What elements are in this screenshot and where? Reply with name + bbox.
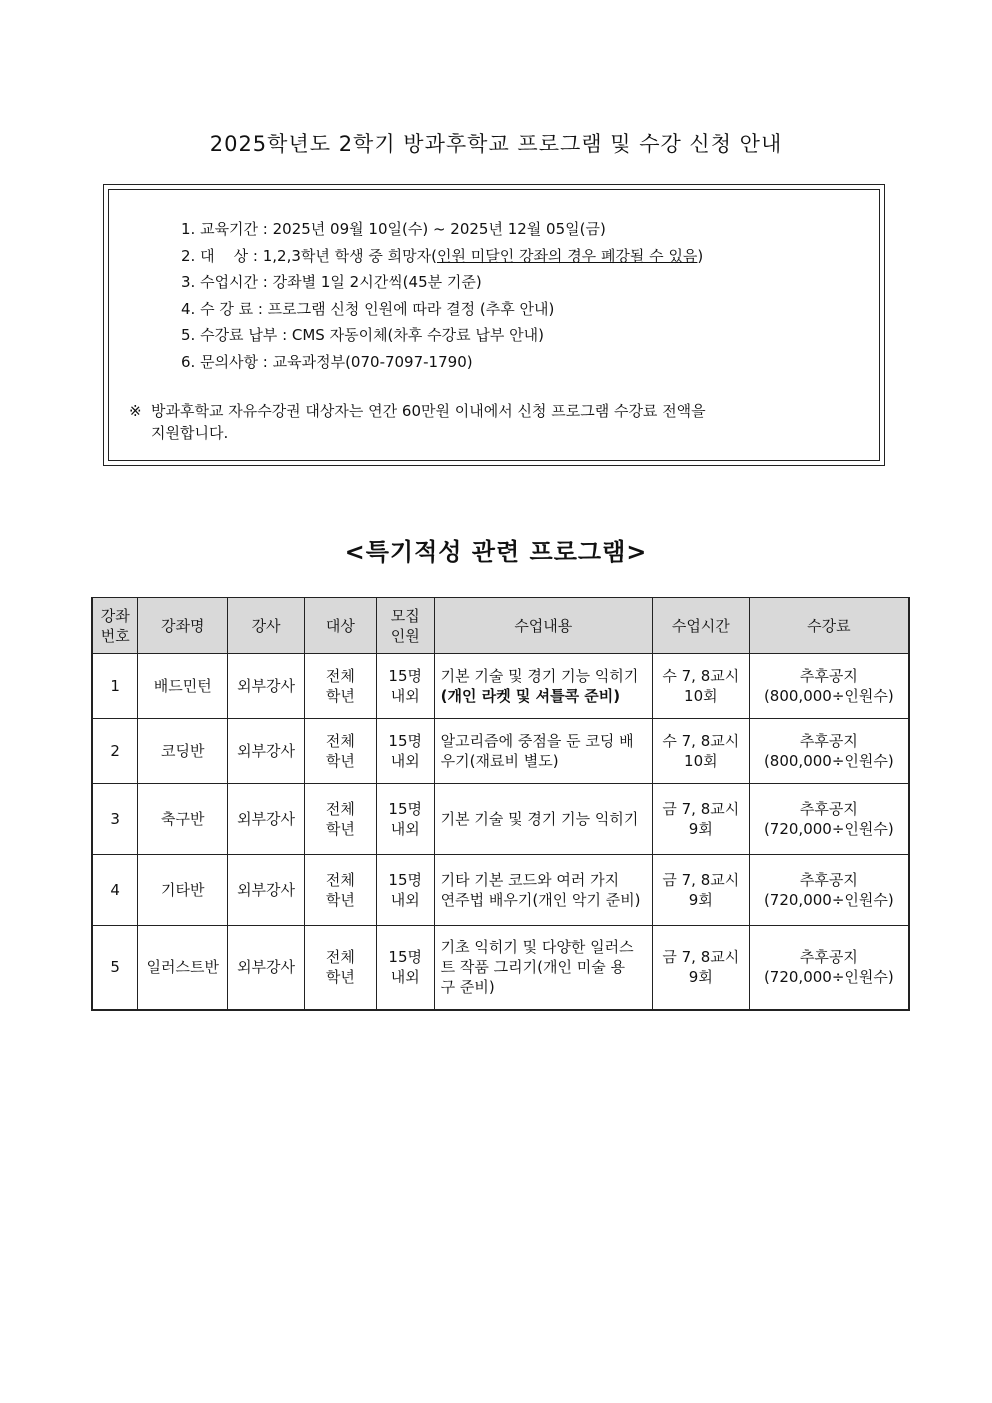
cell-capacity: 15명 내외 <box>376 654 434 719</box>
cell-time: 금 7, 8교시 9회 <box>652 855 749 926</box>
info-item-target-text: 2. 대 상 : 1,2,3학년 학생 중 희망자( <box>181 246 437 265</box>
cell-no: 3 <box>92 784 138 855</box>
cell-name: 기타반 <box>138 855 228 926</box>
cell-name: 축구반 <box>138 784 228 855</box>
cell-name: 배드민턴 <box>138 654 228 719</box>
cell-time: 수 7, 8교시 10회 <box>652 654 749 719</box>
cell-fee: 추후공지 (720,000÷인원수) <box>749 784 909 855</box>
header-content: 수업내용 <box>434 598 652 654</box>
cell-fee: 추후공지 (800,000÷인원수) <box>749 719 909 784</box>
table-row <box>92 855 909 926</box>
info-item-target-tail: ) <box>697 246 704 265</box>
cell-target: 전체 학년 <box>304 784 376 855</box>
program-table <box>91 597 910 1011</box>
closure-warning: 인원 미달인 강좌의 경우 폐강될 수 있음 <box>436 246 698 265</box>
cell-content: 기타 기본 코드와 여러 가지 연주법 배우기(개인 악기 준비) <box>434 855 652 926</box>
header-course-no: 강좌 번호 <box>92 598 138 654</box>
header-target: 대상 <box>304 598 376 654</box>
cell-content: 알고리즘에 중점을 둔 코딩 배 우기(재료비 별도) <box>434 719 652 784</box>
note-line-1: 방과후학교 자유수강권 대상자는 연간 60만원 이내에서 신청 프로그램 수강료 전액을 <box>151 402 706 420</box>
cell-teacher: 외부강사 <box>228 855 305 926</box>
cell-teacher: 외부강사 <box>228 926 305 1010</box>
cell-time: 금 7, 8교시 9회 <box>652 926 749 1010</box>
cell-target: 전체 학년 <box>304 855 376 926</box>
cell-no: 4 <box>92 855 138 926</box>
cell-time: 수 7, 8교시 10회 <box>652 719 749 784</box>
cell-no: 2 <box>92 719 138 784</box>
cell-name: 코딩반 <box>138 719 228 784</box>
header-capacity: 모집 인원 <box>376 598 434 654</box>
info-item-fee: 4. 수 강 료 : 프로그램 신청 인원에 따라 결정 (추후 안내) <box>181 299 555 318</box>
note-symbol: ※ <box>129 402 142 420</box>
cell-fee: 추후공지 (720,000÷인원수) <box>749 926 909 1010</box>
page-title: 2025학년도 2학기 방과후학교 프로그램 및 수강 신청 안내 <box>209 132 783 156</box>
cell-target: 전체 학년 <box>304 926 376 1010</box>
info-item-class-time: 3. 수업시간 : 강좌별 1일 2시간씩(45분 기준) <box>181 273 482 291</box>
note-line-2: 지원합니다. <box>151 424 229 442</box>
info-list <box>181 216 703 375</box>
table-header-row <box>92 598 909 654</box>
cell-teacher: 외부강사 <box>228 719 305 784</box>
cell-name: 일러스트반 <box>138 926 228 1010</box>
info-item-payment: 5. 수강료 납부 : CMS 자동이체(차후 수강료 납부 안내) <box>181 326 544 344</box>
cell-capacity: 15명 내외 <box>376 719 434 784</box>
cell-fee: 추후공지 (800,000÷인원수) <box>749 654 909 719</box>
info-item-period: 1. 교육기간 : 2025년 09월 10일(수) ~ 2025년 12월 05일(금) <box>181 220 606 238</box>
cell-capacity: 15명 내외 <box>376 855 434 926</box>
info-item-contact: 6. 문의사항 : 교육과정부(070-7097-1790) <box>181 352 473 371</box>
header-fee: 수강료 <box>749 598 909 654</box>
cell-content: 기본 기술 및 경기 기능 익히기 (개인 라켓 및 셔틀콕 준비) <box>434 654 652 719</box>
table-row <box>92 926 909 1010</box>
section-title: <특기적성 관련 프로그램> <box>344 538 648 566</box>
cell-teacher: 외부강사 <box>228 784 305 855</box>
cell-capacity: 15명 내외 <box>376 784 434 855</box>
info-box <box>103 184 885 466</box>
cell-teacher: 외부강사 <box>228 654 305 719</box>
table-row <box>92 784 909 855</box>
info-item-target <box>181 243 703 270</box>
info-box-inner <box>108 189 880 461</box>
cell-target: 전체 학년 <box>304 719 376 784</box>
header-time: 수업시간 <box>652 598 749 654</box>
cell-fee: 추후공지 (720,000÷인원수) <box>749 855 909 926</box>
cell-no: 5 <box>92 926 138 1010</box>
cell-content: 기초 익히기 및 다양한 일러스 트 작품 그리기(개인 미술 용 구 준비) <box>434 926 652 1010</box>
table-row <box>92 719 909 784</box>
cell-capacity: 15명 내외 <box>376 926 434 1010</box>
header-teacher: 강사 <box>228 598 305 654</box>
voucher-note <box>129 400 849 444</box>
header-course-name: 강좌명 <box>138 598 228 654</box>
table-row <box>92 654 909 719</box>
cell-no: 1 <box>92 654 138 719</box>
cell-content: 기본 기술 및 경기 기능 익히기 <box>434 784 652 855</box>
cell-target: 전체 학년 <box>304 654 376 719</box>
cell-time: 금 7, 8교시 9회 <box>652 784 749 855</box>
